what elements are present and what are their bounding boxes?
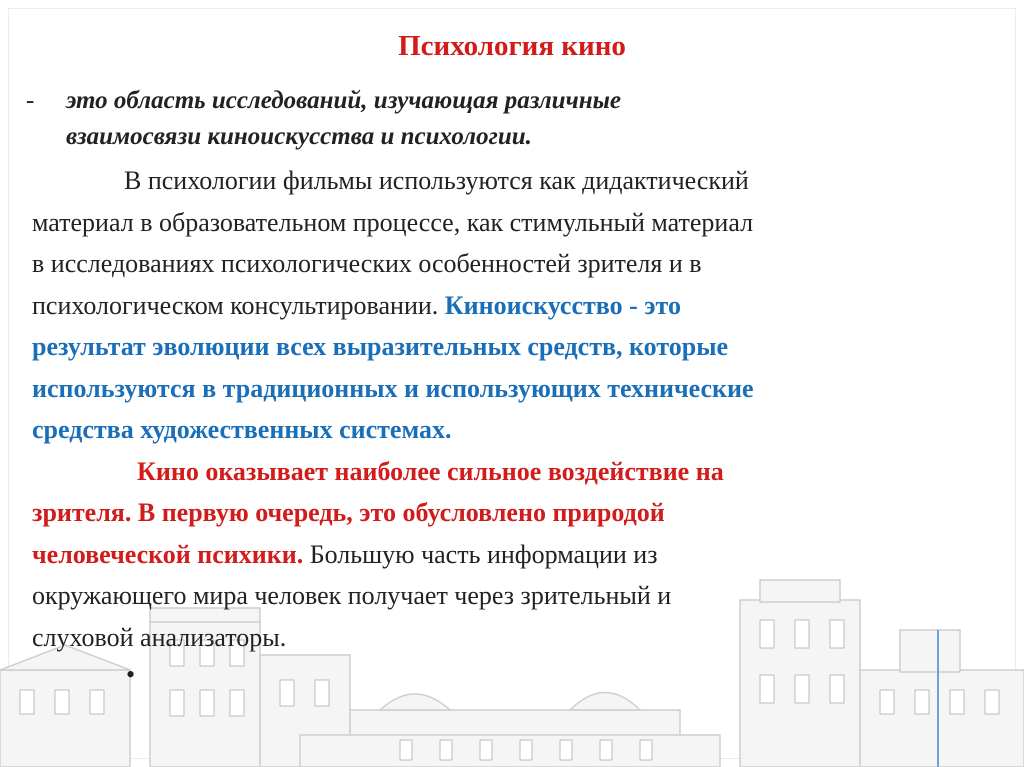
paragraph-2-line-5: слуховой анализаторы. <box>32 622 287 652</box>
paragraph-1-line-5: результат эволюции всех выразительных средств, которые <box>32 332 729 361</box>
body-text <box>32 160 992 658</box>
paragraph-1-line-6: используются в традиционных и использующих технические <box>32 373 754 403</box>
paragraph-2-line-3-plain: Большую часть информации из <box>303 539 658 569</box>
paragraph-1-line-7: средства художественных системах. <box>32 415 452 444</box>
empty-bullet: • <box>126 660 136 689</box>
paragraph-1-line-2: материал в образовательном процессе, как стимульный материал <box>32 207 754 237</box>
definition-line-1: это область исследований, изучающая различные <box>66 87 622 114</box>
paragraph-1-line-3: в исследованиях психологических особенностей зрителя и в <box>32 249 702 278</box>
definition-block <box>26 83 926 155</box>
paragraph-2-line-3-red: человеческой психики. <box>32 539 304 569</box>
cinema-art-definition-start: Киноискусство - это <box>438 290 681 320</box>
paragraph-2-line-3 <box>32 534 992 576</box>
definition-line-2: взаимосвязи киноискусства и психологии. <box>66 123 532 150</box>
paragraph-2-line-4: окружающего мира человек получает через зрительный и <box>32 581 672 610</box>
paragraph-1-line-4 <box>32 285 992 327</box>
definition-dash: - <box>26 87 35 114</box>
paragraph-1-line-1: В психологии фильмы используются как дидактический <box>124 166 749 195</box>
paragraph-1-line-4-plain: психологическом консультировании. <box>32 290 439 320</box>
slide-title: Психология кино <box>398 30 626 62</box>
paragraph-2-line-2: зрителя. В первую очередь, это обусловлено природой <box>32 498 665 527</box>
paragraph-2-line-1: Кино оказывает наиболее сильное воздействие на <box>137 456 724 486</box>
